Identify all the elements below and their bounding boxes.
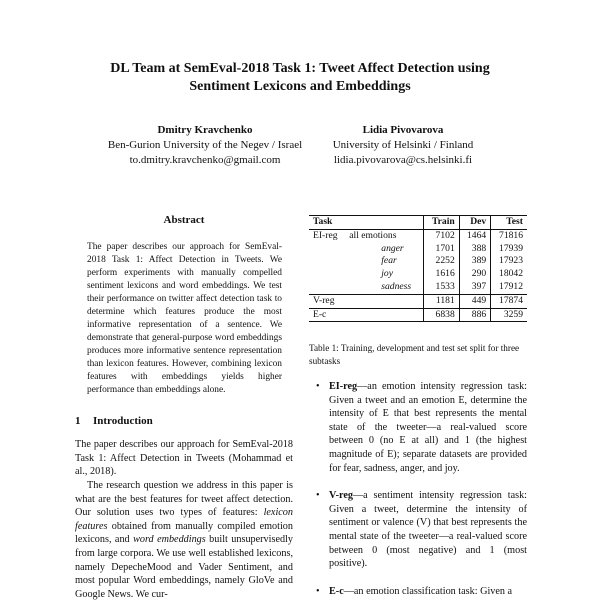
bullet-icon: • bbox=[316, 490, 320, 502]
dataset-split-table bbox=[309, 215, 527, 322]
list-item bbox=[309, 489, 527, 571]
table-row bbox=[309, 229, 527, 242]
table-row bbox=[309, 281, 527, 294]
cell-subtask: sadness bbox=[345, 281, 424, 294]
header-subtask bbox=[345, 216, 424, 230]
intro-text-a: The research question we address in this paper is what are the best features for tweet affect detection. Our solution uses two types of features: bbox=[75, 479, 293, 519]
cell-train: 7102 bbox=[424, 229, 459, 242]
abstract-text: The paper describes our approach for SemEval-2018 Task 1: Affect Detection in Tweets. We perform experiments with manually compelled sentiment lexicons and word embeddings. We test their performance on twitter affect detection task to determine which features produce the most informative representation of a sentence. We demonstrate that general-purpose word embeddings produces more informative sentence representation than lexicon features. However, combining lexicon features with embeddings yields higher performance than embeddings alone. bbox=[87, 241, 282, 395]
author-name: Dmitry Kravchenko bbox=[157, 124, 253, 136]
task-description: —a sentiment intensity regression task: Given a tweet, determine the intensity of sentiment or valence (V) that best represents the mental state of the tweeter—a real-valued score between 0 (most negative) and 1 (most positive). bbox=[329, 490, 527, 570]
cell-dev: 290 bbox=[459, 268, 490, 281]
paper-title bbox=[0, 60, 600, 96]
author-block-2 bbox=[318, 123, 488, 168]
cell-test: 17874 bbox=[491, 294, 527, 308]
author-affiliation: University of Helsinki / Finland bbox=[332, 139, 474, 151]
section-heading-introduction bbox=[75, 415, 293, 429]
cell-train: 1181 bbox=[424, 294, 459, 308]
cell-subtask bbox=[345, 294, 424, 308]
cell-train: 6838 bbox=[424, 308, 459, 322]
header-test: Test bbox=[491, 216, 527, 230]
table-row bbox=[309, 255, 527, 268]
table-row bbox=[309, 294, 527, 308]
author-email: lidia.pivovarova@cs.helsinki.fi bbox=[333, 154, 473, 166]
cell-task: EI-reg bbox=[313, 229, 338, 241]
term-word-embeddings: word embeddings bbox=[133, 534, 206, 546]
cell-test: 3259 bbox=[491, 308, 527, 322]
cell-subtask: all emotions bbox=[345, 229, 424, 242]
cell-task bbox=[309, 268, 345, 281]
list-item bbox=[309, 585, 527, 599]
cell-task bbox=[309, 281, 345, 294]
table-header-row bbox=[309, 216, 527, 230]
cell-task: E-c bbox=[309, 308, 345, 322]
header-train: Train bbox=[424, 216, 459, 230]
cell-task bbox=[309, 255, 345, 268]
right-column bbox=[309, 380, 527, 612]
cell-subtask: joy bbox=[345, 268, 424, 281]
cell-subtask: anger bbox=[345, 243, 424, 256]
cell-dev: 1464 bbox=[459, 229, 490, 242]
cell-task: V-reg bbox=[309, 294, 345, 308]
table-row bbox=[309, 268, 527, 281]
cell-dev: 886 bbox=[459, 308, 490, 322]
title-line-1: DL Team at SemEval-2018 Task 1: Tweet Affect Detection using bbox=[110, 61, 490, 76]
cell-dev: 388 bbox=[459, 243, 490, 256]
table-row bbox=[309, 243, 527, 256]
author-affiliation: Ben-Gurion University of the Negev / Israel bbox=[107, 139, 303, 151]
bullet-icon: • bbox=[316, 585, 320, 597]
cell-train: 2252 bbox=[424, 255, 459, 268]
table-caption: Table 1: Training, development and test set split for three subtasks bbox=[309, 343, 520, 366]
cell-train: 1616 bbox=[424, 268, 459, 281]
task-term: E-c bbox=[329, 585, 344, 597]
left-column bbox=[75, 210, 293, 601]
list-item bbox=[309, 380, 527, 475]
cell-dev: 397 bbox=[459, 281, 490, 294]
cell-dev: 449 bbox=[459, 294, 490, 308]
cell-subtask bbox=[345, 308, 424, 322]
intro-text-b: obtained from manually compiled emotion lexicons, and bbox=[75, 520, 293, 546]
term-lexicon-features: lexicon features bbox=[75, 507, 293, 532]
task-description: —an emotion intensity regression task: Given a tweet and an emotion E, determine the intensity of E that best represents the mental state of the tweeter—a real-valued score between 0 (no E at all) and 1 (the highest magnitude of E); separate datasets are provided for fear, sadness, anger, and joy. bbox=[329, 381, 527, 474]
cell-test: 17912 bbox=[499, 280, 523, 292]
cell-test: 71816 bbox=[499, 229, 523, 241]
bullet-icon: • bbox=[316, 381, 320, 392]
author-email: to.dmitry.kravchenko@gmail.com bbox=[129, 154, 281, 166]
intro-paragraph-2 bbox=[75, 479, 293, 601]
header-task: Task bbox=[309, 216, 345, 230]
cell-task bbox=[309, 243, 345, 256]
cell-test: 18042 bbox=[499, 268, 523, 280]
title-line-2: Sentiment Lexicons and Embeddings bbox=[189, 79, 411, 94]
author-name: Lidia Pivovarova bbox=[362, 124, 444, 136]
table-row bbox=[309, 308, 527, 322]
task-description: —an emotion classification task: Given a bbox=[343, 585, 513, 597]
cell-train: 1533 bbox=[424, 281, 459, 294]
cell-subtask: fear bbox=[345, 255, 424, 268]
section-number: 1 bbox=[75, 414, 81, 427]
cell-test: 17939 bbox=[499, 242, 523, 254]
intro-text-c: built unsupervisedly from large corpora. We use well established lexicons, namely DepecheMood and Vader Sentiment, and most popular Word embeddings, namely GloVe and Google News. We cur- bbox=[75, 534, 293, 600]
header-dev: Dev bbox=[459, 216, 490, 230]
cell-dev: 389 bbox=[459, 255, 490, 268]
cell-train: 1701 bbox=[424, 243, 459, 256]
task-term: EI-reg bbox=[329, 381, 358, 392]
cell-test: 17923 bbox=[499, 255, 523, 267]
author-block-1 bbox=[85, 123, 325, 168]
abstract-heading: Abstract bbox=[163, 214, 205, 226]
intro-paragraph-1: The paper describes our approach for SemEval-2018 Task 1: Affect Detection in Tweets (Mohammad et al., 2018). bbox=[75, 439, 293, 478]
section-title: Introduction bbox=[93, 414, 153, 427]
task-term: V-reg bbox=[329, 490, 353, 502]
